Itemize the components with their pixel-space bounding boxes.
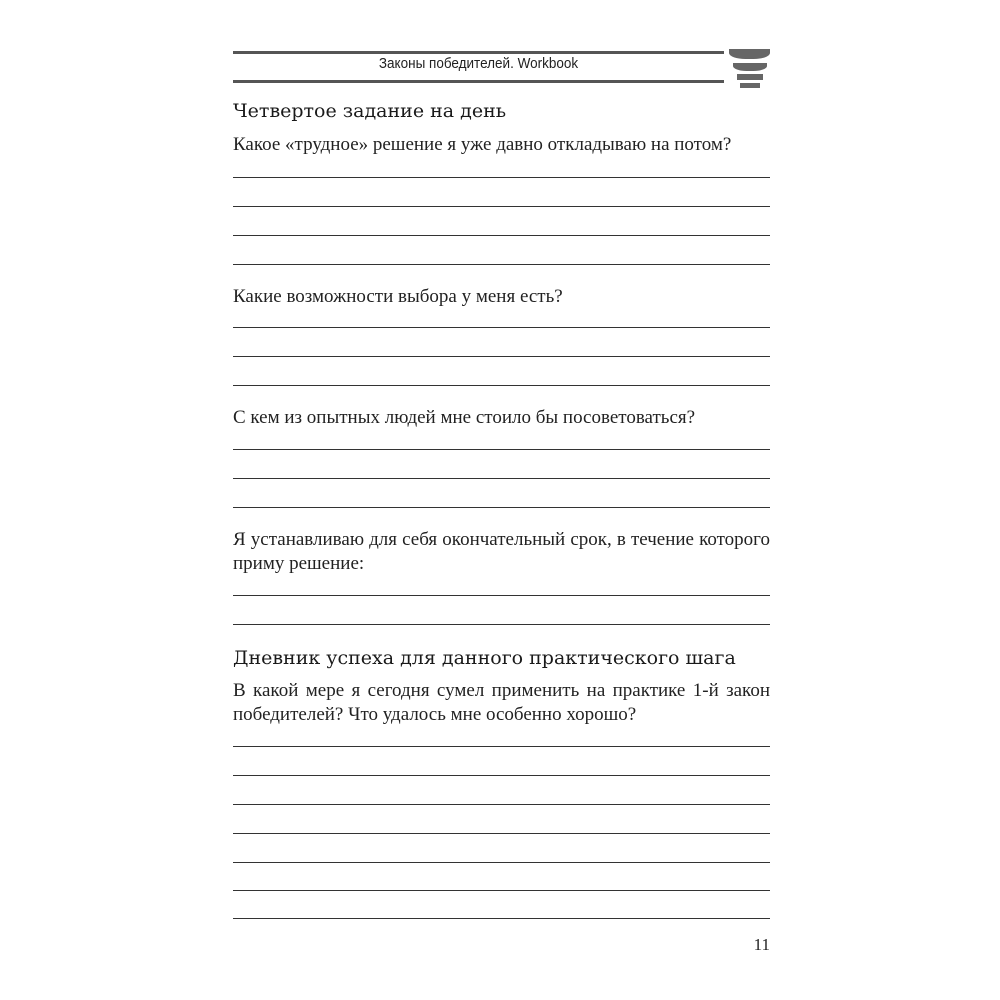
answer-line[interactable]: [233, 775, 770, 776]
section-heading: Дневник успеха для данного практического шага: [233, 647, 736, 669]
question-text: С кем из опытных людей мне стоило бы посоветоваться?: [233, 407, 696, 428]
answer-line[interactable]: [233, 595, 770, 596]
answer-line[interactable]: [233, 478, 770, 479]
running-header: Законы победителей. Workbook: [378, 55, 579, 72]
page-number: 11: [753, 935, 770, 954]
header-rule-top: [233, 51, 724, 54]
answer-line[interactable]: [233, 746, 770, 747]
question-text: Какое «трудное» решение я уже давно откладываю на потом?: [233, 134, 732, 155]
answer-line[interactable]: [233, 177, 770, 178]
answer-line[interactable]: [233, 507, 770, 508]
answer-line[interactable]: [233, 327, 770, 328]
answer-line[interactable]: [233, 624, 770, 625]
answer-line[interactable]: [233, 862, 770, 863]
answer-line[interactable]: [233, 385, 770, 386]
answer-line[interactable]: [233, 206, 770, 207]
answer-line[interactable]: [233, 890, 770, 891]
header-rule-bottom: [233, 80, 724, 83]
answer-line[interactable]: [233, 833, 770, 834]
answer-line[interactable]: [233, 356, 770, 357]
question-text: Я устанавливаю для себя окончательный срок, в течение которого приму решение:: [233, 529, 770, 574]
answer-line[interactable]: [233, 264, 770, 265]
answer-line[interactable]: [233, 449, 770, 450]
question-text: В какой мере я сегодня сумел применить на практике 1-й закон победителей? Что удалось мне особенно хорошо?: [233, 680, 770, 725]
answer-line[interactable]: [233, 235, 770, 236]
question-text: Какие возможности выбора у меня есть?: [233, 286, 563, 307]
section-heading: Четвертое задание на день: [233, 100, 507, 122]
answer-line[interactable]: [233, 804, 770, 805]
answer-line[interactable]: [233, 918, 770, 919]
